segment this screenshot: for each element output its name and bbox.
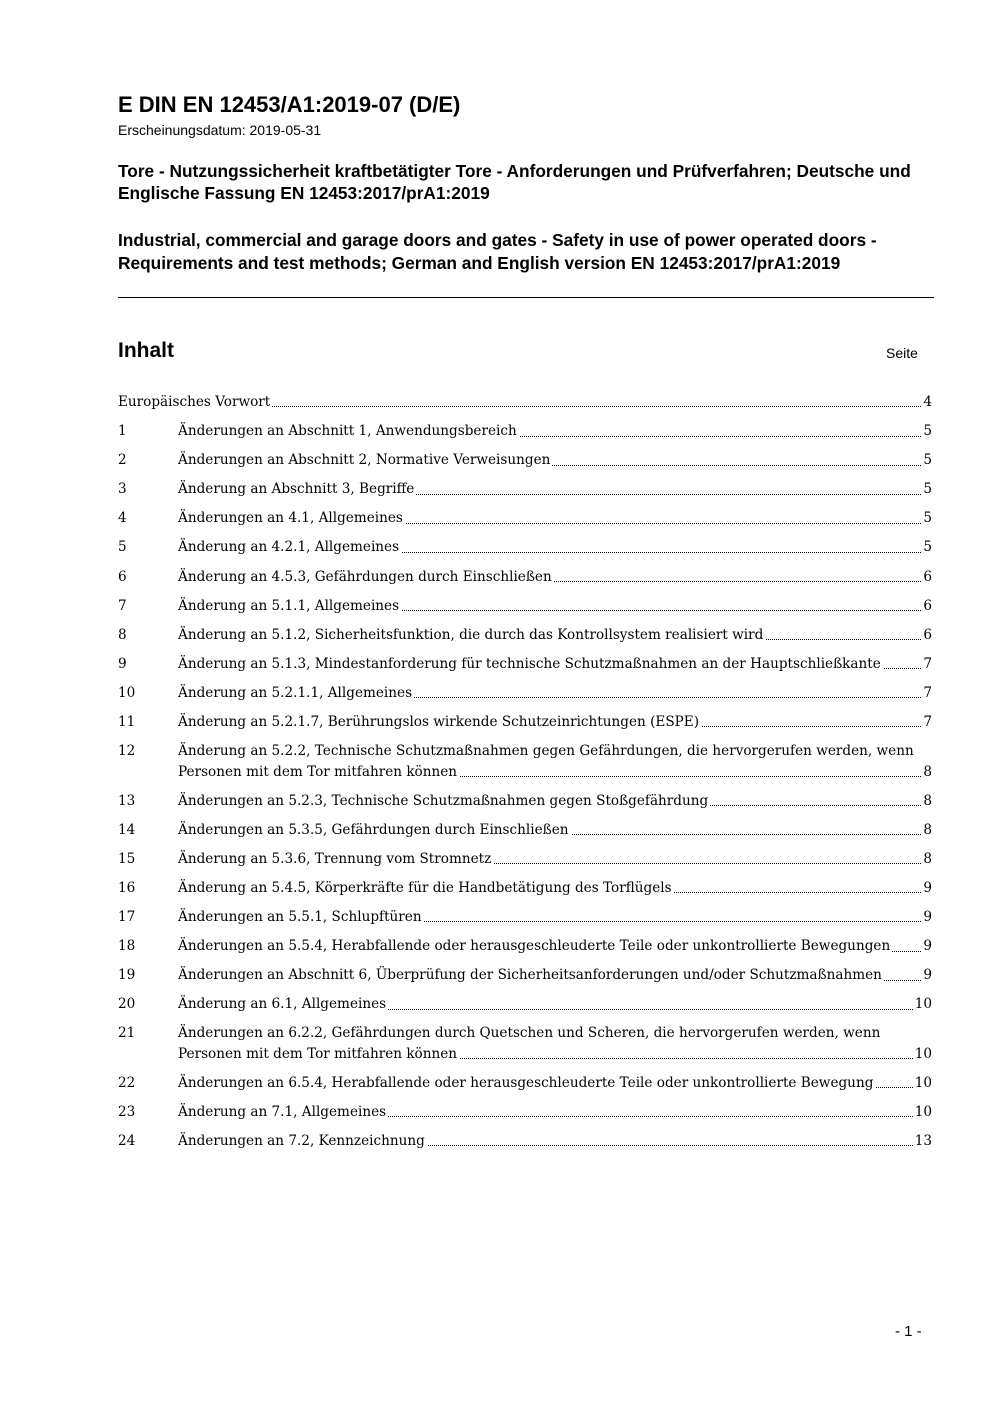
toc-entry-title: Änderungen an 6.2.2, Gefährdungen durch Quetschen und Scheren, die hervorgerufen werden, wenn Personen mit dem Tor mitfahren können <box>178 1025 881 1062</box>
toc-entry[interactable] <box>118 741 932 782</box>
toc-entry-number: 1 <box>118 423 127 440</box>
toc-entry-page: 10 <box>913 994 932 1014</box>
toc-entry-page: 4 <box>921 392 932 412</box>
toc-entry[interactable] <box>118 820 932 840</box>
toc-entry[interactable] <box>118 791 932 811</box>
toc-entry-page: 7 <box>921 654 932 674</box>
toc-entry-page: 13 <box>913 1131 932 1151</box>
toc-entry-title: Änderungen an 5.3.5, Gefährdungen durch Einschließen <box>178 821 569 838</box>
toc-entry-title: Änderungen an 4.1, Allgemeines <box>178 510 403 527</box>
toc-entry[interactable] <box>118 849 932 869</box>
publication-date: Erscheinungsdatum: 2019-05-31 <box>118 122 322 138</box>
toc-entry-number: 6 <box>118 568 127 585</box>
toc-entry-page: 8 <box>921 820 932 840</box>
toc-entry[interactable] <box>118 625 932 645</box>
title-divider <box>118 297 934 298</box>
toc-entry[interactable] <box>118 654 932 674</box>
toc-entry-number: 15 <box>118 850 136 867</box>
toc-entry-page: 9 <box>921 965 932 985</box>
toc-entry-title-wrap <box>178 683 921 703</box>
toc-entry[interactable] <box>118 479 932 499</box>
toc-entry-page: 6 <box>921 567 932 587</box>
toc-entry[interactable] <box>118 907 932 927</box>
toc-entry-title-wrap <box>178 820 921 840</box>
toc-entry-number: 19 <box>118 967 136 984</box>
toc-entry-page: 5 <box>921 450 932 470</box>
toc-entry-page: 6 <box>921 596 932 616</box>
toc-entry-title: Änderung an 5.4.5, Körperkräfte für die Handbetätigung des Torflügels <box>178 879 672 896</box>
toc-entry-number: 21 <box>118 1025 136 1042</box>
toc-entry-title: Änderung an 5.3.6, Trennung vom Stromnetz <box>178 850 492 867</box>
toc-entry-title-wrap <box>178 878 921 898</box>
toc-entry-number: 2 <box>118 452 127 469</box>
toc-entry-title: Änderung an 6.1, Allgemeines <box>178 996 387 1013</box>
toc-entry[interactable] <box>118 1023 932 1064</box>
toc-entry-page: 10 <box>913 1102 932 1122</box>
toc-entry-title-wrap <box>178 994 913 1014</box>
toc-entry-title: Änderung an 4.5.3, Gefährdungen durch Einschließen <box>178 568 552 585</box>
toc-entry-page: 5 <box>921 508 932 528</box>
toc-entry-number: 18 <box>118 938 136 955</box>
toc-entry-title-wrap <box>178 654 921 674</box>
toc-entry-title-wrap <box>178 849 921 869</box>
toc-entry-title: Änderung an 5.2.2, Technische Schutzmaßnahmen gegen Gefährdungen, die hervorgerufen werden, wenn Personen mit dem Tor mitfahren können <box>178 743 914 780</box>
toc-entry-page: 5 <box>921 537 932 557</box>
toc-entry-page: 9 <box>921 936 932 956</box>
toc-entry-title: Änderung an Abschnitt 3, Begriffe <box>178 481 415 498</box>
toc-entry[interactable] <box>118 683 932 703</box>
toc-entry[interactable] <box>118 712 932 732</box>
page-number: - 1 - <box>895 1323 922 1340</box>
toc-entry[interactable] <box>118 994 932 1014</box>
toc-entry-number: 7 <box>118 597 127 614</box>
toc-entry-title-wrap <box>178 421 921 441</box>
toc-entry-title-wrap <box>178 596 921 616</box>
toc-entry[interactable] <box>118 936 932 956</box>
toc-entry-title-wrap <box>178 712 921 732</box>
toc-entry[interactable] <box>118 878 932 898</box>
toc-entry-title-wrap <box>178 450 921 470</box>
toc-entry-title: Änderungen an 5.2.3, Technische Schutzmaßnahmen gegen Stoßgefährdung <box>178 792 709 809</box>
toc-entry-page: 10 <box>913 1073 932 1093</box>
toc-entry-number: 17 <box>118 909 136 925</box>
toc-entry-title-wrap <box>178 479 921 499</box>
title-english: Industrial, commercial and garage doors and gates - Safety in use of power operated doors - Requirements and test methods; German and English version EN 12453:2017/prA1:2019 <box>118 230 877 273</box>
toc-entry-page: 5 <box>921 479 932 499</box>
toc-entry-number: 20 <box>118 996 136 1013</box>
toc-entry-title: Änderung an 5.2.1.1, Allgemeines <box>178 684 413 701</box>
toc-entry-page: 8 <box>921 849 932 869</box>
toc-entry[interactable] <box>118 567 932 587</box>
toc-entry-title-wrap <box>118 392 921 412</box>
toc-entry-title-wrap <box>178 1073 913 1093</box>
toc-entry-title-wrap <box>178 1102 913 1122</box>
toc-entry-number: 14 <box>118 821 136 838</box>
toc-entry[interactable] <box>118 1131 932 1151</box>
toc-entry-title: Änderungen an Abschnitt 1, Anwendungsbereich <box>178 423 517 440</box>
toc-entry[interactable] <box>118 450 932 470</box>
toc-entry-title-wrap <box>178 907 921 927</box>
toc-entry-number: 24 <box>118 1133 136 1150</box>
toc-entry-title: Änderung an 5.1.3, Mindestanforderung für technische Schutzmaßnahmen an der Hauptschließkante <box>178 655 881 672</box>
toc-entry-title: Europäisches Vorwort <box>118 394 271 410</box>
toc-entry[interactable] <box>118 508 932 528</box>
toc-entry-number: 13 <box>118 792 136 809</box>
toc-entry-page: 5 <box>921 421 932 441</box>
toc-entry-title-wrap <box>178 1131 913 1151</box>
toc-entry-page: 8 <box>921 791 932 811</box>
toc-entry-title-wrap <box>178 936 921 956</box>
toc-entry-title: Änderungen an 5.5.1, Schlupftüren <box>178 909 422 925</box>
toc-entry-number: 4 <box>118 510 127 527</box>
toc-entry[interactable] <box>118 392 932 412</box>
title-german: Tore - Nutzungssicherheit kraftbetätigter Tore - Anforderungen und Prüfverfahren; Deutsche und Englische Fassung EN 12453:2017/prA1:2019 <box>118 161 911 203</box>
toc-entry-title: Änderung an 5.1.2, Sicherheitsfunktion, die durch das Kontrollsystem realisiert wird <box>178 626 764 643</box>
toc-entry-number: 12 <box>118 743 136 760</box>
toc-entry[interactable] <box>118 1102 932 1122</box>
toc-entry-number: 23 <box>118 1103 136 1120</box>
toc-entry-number: 9 <box>118 655 127 672</box>
toc-heading: Inhalt <box>118 339 174 362</box>
toc-entry-number: 22 <box>118 1074 136 1091</box>
toc-entry-title: Änderung an 5.1.1, Allgemeines <box>178 597 400 614</box>
toc-entry-title-wrap <box>178 625 921 645</box>
toc-entry-number: 16 <box>118 879 136 896</box>
standard-title: E DIN EN 12453/A1:2019-07 (D/E) <box>118 92 461 117</box>
toc-entry-page: 9 <box>921 907 932 927</box>
toc-entry-title: Änderungen an 6.5.4, Herabfallende oder herausgeschleuderte Teile oder unkontrollierte Bewegung <box>178 1074 874 1091</box>
toc-entry-page: 6 <box>921 625 932 645</box>
toc-entry-title: Änderung an 4.2.1, Allgemeines <box>178 539 400 556</box>
toc-entry-page: 7 <box>921 712 932 732</box>
toc-entry-page: 9 <box>921 878 932 898</box>
toc-entry-title-wrap <box>178 1023 913 1064</box>
toc-entry-title-wrap <box>178 791 921 811</box>
toc-entry-title: Änderungen an 7.2, Kennzeichnung <box>178 1133 425 1150</box>
table-of-contents <box>118 392 932 1160</box>
toc-entry-number: 5 <box>118 539 127 556</box>
toc-entry-title: Änderung an 7.1, Allgemeines <box>178 1103 387 1120</box>
toc-entry-title-wrap <box>178 965 921 985</box>
toc-entry-title-wrap <box>178 508 921 528</box>
toc-entry-title-wrap <box>178 567 921 587</box>
toc-entry[interactable] <box>118 1073 932 1093</box>
toc-entry-number: 11 <box>118 714 136 731</box>
toc-entry-number: 8 <box>118 626 127 643</box>
toc-entry-title: Änderung an 5.2.1.7, Berührungslos wirkende Schutzeinrichtungen (ESPE) <box>178 714 700 731</box>
toc-entry-title-wrap <box>178 537 921 557</box>
toc-entry-title-wrap <box>178 741 921 782</box>
toc-entry-number: 3 <box>118 481 127 498</box>
toc-entry[interactable] <box>118 537 932 557</box>
toc-entry-page: 8 <box>921 762 932 782</box>
toc-page-column-heading: Seite <box>886 345 918 361</box>
toc-entry-title: Änderungen an 5.5.4, Herabfallende oder herausgeschleuderte Teile oder unkontrollierte Bewegungen <box>178 938 891 955</box>
toc-entry-title: Änderungen an Abschnitt 2, Normative Verweisungen <box>178 452 551 469</box>
toc-entry-page: 7 <box>921 683 932 703</box>
toc-entry-page: 10 <box>913 1044 932 1064</box>
toc-entry[interactable] <box>118 421 932 441</box>
toc-entry[interactable] <box>118 965 932 985</box>
toc-entry-title: Änderungen an Abschnitt 6, Überprüfung der Sicherheitsanforderungen und/oder Schutzmaßnahmen <box>178 967 882 984</box>
toc-entry-number: 10 <box>118 684 136 701</box>
toc-entry[interactable] <box>118 596 932 616</box>
